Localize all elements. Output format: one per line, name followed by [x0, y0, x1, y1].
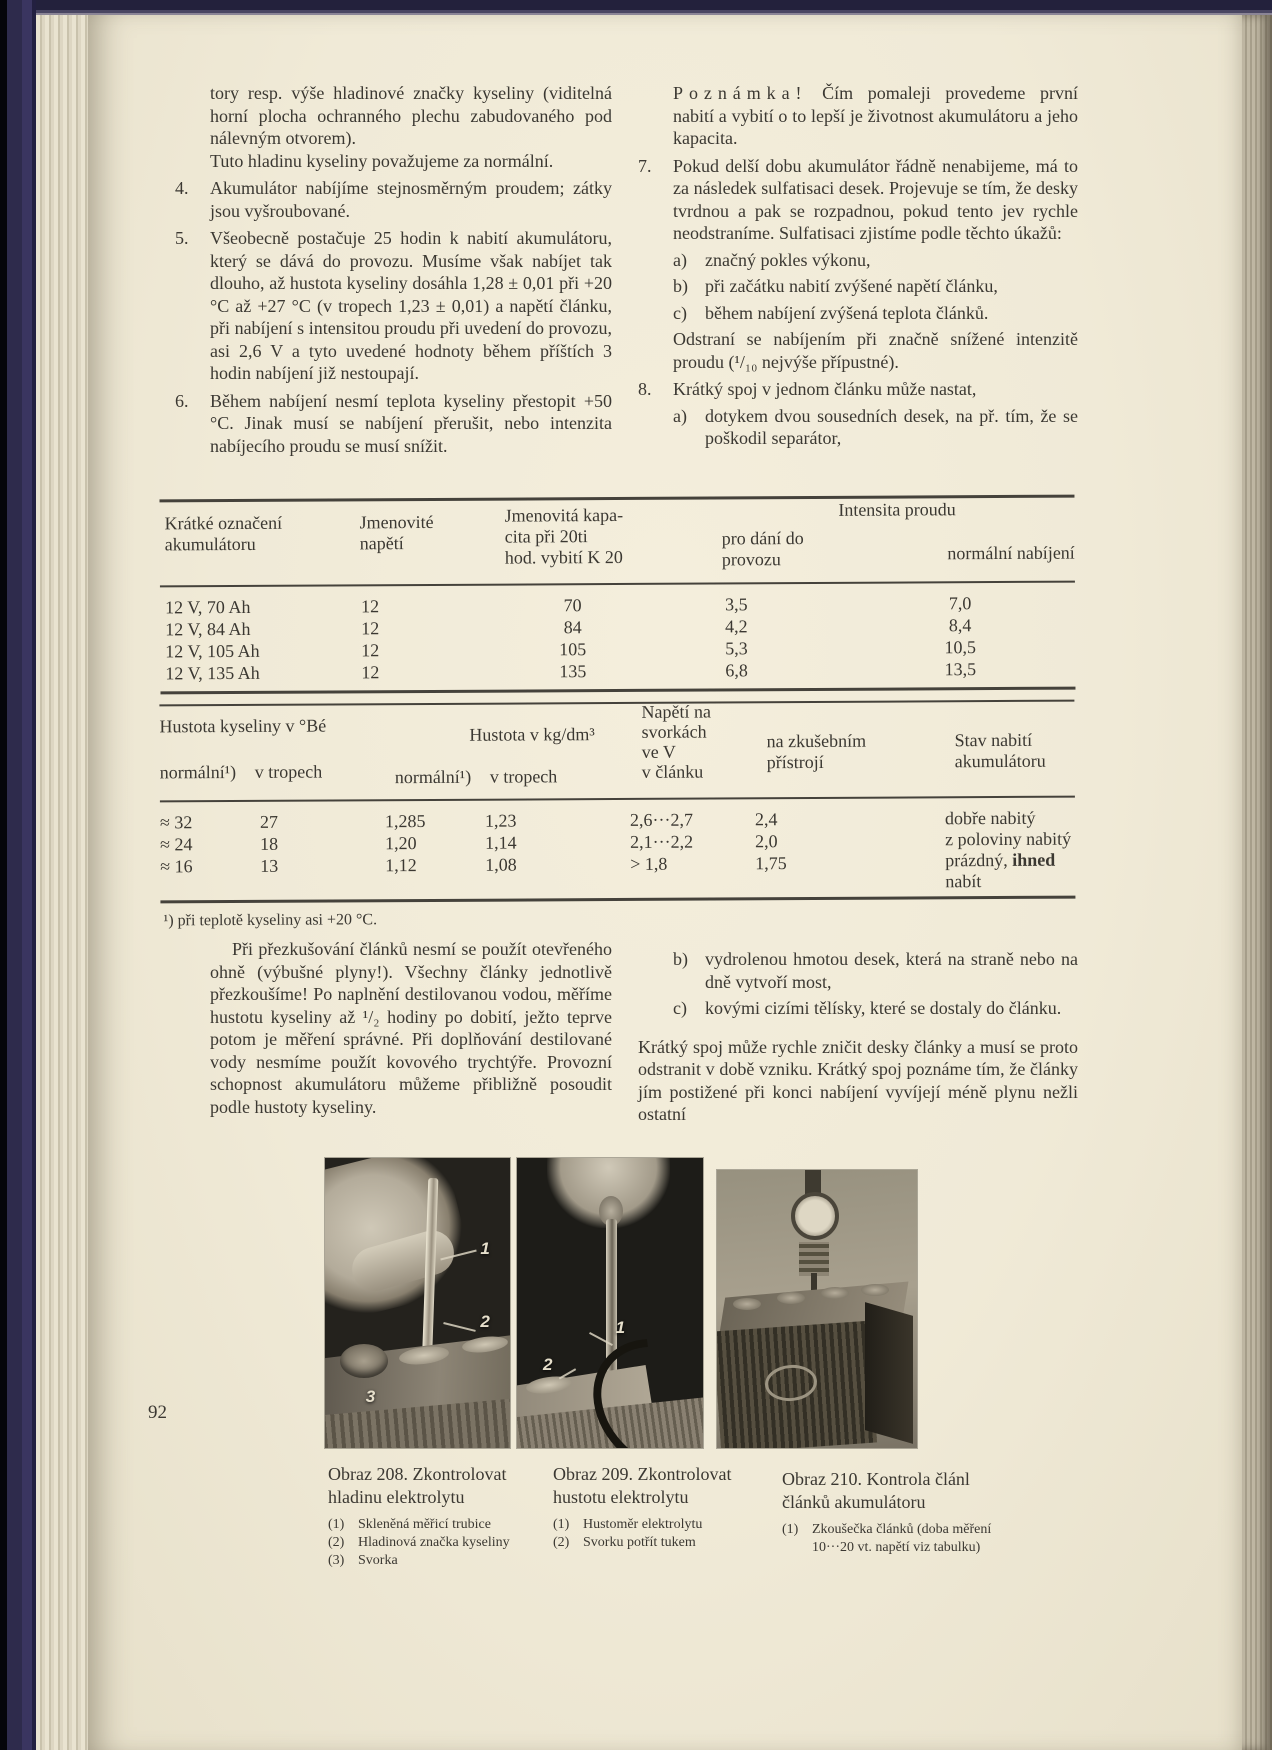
legend-text: Svorku potřít tukem	[583, 1535, 696, 1550]
table-rule	[160, 581, 1075, 588]
cell: 12 V, 84 Ah	[165, 618, 251, 640]
item-number: 4.	[175, 178, 189, 198]
item-number: 7.	[638, 155, 652, 176]
note-text: Čím pomaleji provedeme první nabití a vybití o to lepší je životnost akumulátoru a jeho kapacita.	[673, 83, 1078, 148]
legend-item	[553, 1534, 768, 1552]
photo-label-1: 1	[480, 1239, 490, 1259]
status-line: dobře nabitý	[944, 807, 1036, 829]
legend-text: Hladinová značka kyseliny	[358, 1535, 510, 1550]
item-number: 6.	[175, 390, 189, 411]
legend-number: (2)	[328, 1535, 345, 1550]
mid-right-column	[638, 944, 1078, 1126]
numbered-item-7	[638, 155, 1078, 245]
cell: 12	[360, 596, 380, 617]
sub-number: c)	[673, 302, 687, 323]
testing-paragraph: Při přezkušování článků nesmí se použít otevřeného ohně (výbušné plyny!). Všechny články jednotlivě přezkoušíme! Po naplnění destilovanou vodou, měříme hustotu kyseliny až ¹/₂ hodiny po dobití, ježto teprve potom je měření správné. Při doplňování destilované vody nesmíme použít kovového trychtýře. Provozní schopnost akumulátoru můžeme přibližně posoudit podle hustoty kyseliny.	[210, 939, 612, 1117]
battery-spec-table	[159, 495, 1075, 700]
legend-number: (1)	[328, 1517, 345, 1532]
cell: ≈ 32	[159, 812, 193, 833]
legend-number: (1)	[553, 1517, 570, 1532]
sub-number: c)	[673, 998, 687, 1018]
group-header: Intensita proudu	[838, 499, 956, 520]
paragraph-continuation: tory resp. výše hladinové značky kyseliny (viditelná horní plocha ochranného plechu zabudovaného pod nálevným otvorem).	[210, 83, 612, 148]
table-rule	[160, 687, 1075, 695]
note-label: Poznámka!	[673, 83, 808, 103]
col-header: na zkušebním přístrojí	[766, 730, 867, 773]
figure-208-caption	[328, 1463, 548, 1570]
sub-number: a)	[673, 405, 687, 426]
cell: 4,2	[725, 616, 748, 637]
legend-text: Svorka	[358, 1553, 398, 1568]
cell-cap-shape	[861, 1284, 889, 1296]
status-line: nabít	[945, 871, 982, 892]
page-stack-right-edge	[1242, 15, 1272, 1750]
sub-text: vydrolenou hmotou desek, která na straně nebo na dně vytvoří most,	[705, 949, 1078, 992]
sub-number: b)	[673, 949, 688, 969]
photo-label-3: 3	[365, 1387, 376, 1407]
caption-title: Obraz 210. Kontrola článl článků akumulátoru	[782, 1469, 970, 1512]
sub-text: během nabíjení zvýšená teplota článků.	[705, 302, 989, 323]
cell: 12 V, 105 Ah	[165, 640, 260, 662]
cell-cap-shape	[821, 1287, 849, 1299]
cell: 2,0	[755, 831, 778, 852]
numbered-item-8	[638, 378, 1078, 401]
cell: 7,0	[948, 593, 972, 614]
status-line: z poloviny nabitý	[945, 828, 1072, 850]
charge-status-cell	[945, 808, 1075, 893]
cell: 3,5	[724, 594, 748, 615]
cell: 2,4	[754, 809, 778, 830]
cell: 84	[563, 617, 582, 638]
sub-item-b	[673, 948, 1078, 993]
col-header: Stav nabití akumulátoru	[954, 729, 1046, 772]
col-header: Jmenovité napětí	[359, 511, 434, 554]
figure-210-caption	[782, 1468, 1017, 1557]
col-header: normální¹)	[159, 761, 237, 783]
tester-gauge-shape	[791, 1192, 839, 1240]
numbered-item-5	[175, 227, 612, 385]
sub-item-a	[673, 249, 1078, 272]
col-header: pro dání do provozu	[721, 528, 804, 570]
sub-text: při začátku nabití zvýšené napětí článku,	[705, 276, 998, 296]
cell: 1,14	[485, 832, 517, 853]
col-header: Jmenovitá kapa- cita při 20ti hod. vybití K 20	[504, 504, 624, 568]
cell-cap-shape	[733, 1298, 761, 1310]
leader-line	[444, 1322, 477, 1332]
col-header: normální nabíjení	[947, 542, 1075, 564]
col-header: v tropech	[254, 761, 323, 782]
figure-208-photo	[325, 1158, 510, 1448]
numbered-item-6	[175, 390, 612, 458]
figure-210-photo	[717, 1170, 917, 1448]
legend-item	[782, 1521, 1017, 1557]
book-top-edge	[36, 0, 1272, 15]
cell: 2,1···2,2	[630, 831, 694, 852]
legend-item	[328, 1534, 548, 1552]
sub-item-c	[673, 302, 1078, 325]
col-header: v tropech	[489, 766, 558, 787]
mid-left-column	[175, 938, 612, 1118]
cell: 5,3	[725, 638, 748, 659]
paragraph: Tuto hladinu kyseliny považujeme za normální.	[210, 150, 554, 171]
legend-text: Hustoměr elektrolytu	[583, 1517, 703, 1532]
figure-209-photo	[517, 1158, 703, 1448]
sub-number: b)	[673, 276, 688, 296]
col-header: Krátké označení akumulátoru	[164, 512, 283, 555]
status-line: prázdný,	[945, 849, 1013, 871]
top-left-column	[175, 82, 612, 457]
cell: 1,285	[384, 811, 426, 832]
cell: 27	[259, 811, 279, 832]
cell: 10,5	[944, 637, 977, 658]
legend-item	[328, 1552, 548, 1570]
legend-item	[553, 1516, 768, 1534]
cell: 12	[361, 662, 380, 683]
numbered-item-4	[175, 177, 612, 222]
short-circuit-paragraph: Krátký spoj může rychle zničit desky články a musí se proto odstranit v době vzniku. Krátký spoj poznáme tím, že články jím postižené při konci nabíjení vyvíjejí méně plynu nežli ostatní	[638, 1036, 1078, 1124]
col-header: normální¹)	[394, 766, 472, 788]
sub-item-c	[673, 997, 1078, 1020]
cell: ≈ 16	[160, 856, 193, 877]
top-right-column	[638, 82, 1078, 450]
cell: 1,75	[755, 853, 787, 874]
cell: 13	[260, 855, 279, 876]
item-number: 8.	[638, 379, 652, 399]
table-footnote: ¹) při teplotě kyseliny asi +20 °C.	[163, 911, 378, 930]
item-text: Akumulátor nabíjíme stejnosměrným proudem; zátky jsou vyšroubované.	[210, 178, 612, 221]
group-header: Hustota v kg/dm³	[469, 724, 595, 745]
cell: 70	[563, 595, 582, 616]
photo-label-2: 2	[543, 1355, 553, 1375]
tester-grip-shape	[799, 1242, 829, 1276]
caption-title: Obraz 208. Zkontrolovat hladinu elektrolytu	[328, 1464, 507, 1507]
page-number: 92	[148, 1402, 167, 1423]
caption-title: Obraz 209. Zkontrolovat hustotu elektrolytu	[553, 1464, 732, 1507]
item-number: 5.	[175, 228, 189, 248]
item-7-post: Odstraní se nabíjením při značně snížené intenzitě proudu (¹/₁₀ nejvýše přípustné).	[673, 329, 1078, 372]
acid-density-table	[159, 700, 1075, 935]
sub-item-b	[673, 275, 1078, 298]
cell: 2,6···2,7	[629, 809, 694, 830]
cell: 1,08	[485, 854, 517, 875]
item-text: Pokud delší dobu akumulátor řádně nenabijeme, má to za následek sulfatisaci desek. Projevuje se tím, že desky tvrdnou a pak se rozpadnou, pokud tento jev rychle neodstraníme. Sulfatisaci zjistíme podle těchto úkažů:	[673, 155, 1078, 243]
cell: ≈ 24	[160, 834, 193, 855]
cell: 1,12	[385, 855, 417, 876]
table-rule	[160, 796, 1075, 803]
cell: 1,20	[385, 833, 417, 854]
sub-text: dotykem dvou sousedních desek, na př. tím, že se poškodil separátor,	[705, 405, 1078, 448]
group-header: Hustota kyseliny v °Bé	[159, 715, 327, 737]
cell: 13,5	[944, 659, 977, 680]
cell: 8,4	[948, 615, 972, 636]
legend-text: Skleněná měřicí trubice	[358, 1517, 491, 1532]
page-stack-left-edge	[36, 15, 88, 1750]
item-text: Během nabíjení nesmí teplota kyseliny přestopit +50 °C. Jinak musí se nabíjení přerušit, nebo intenzita nabíjecího proudu se musí snížit.	[210, 390, 612, 456]
status-emphasis: ihned	[1012, 849, 1056, 870]
note-paragraph	[638, 82, 1078, 150]
legend-item	[328, 1516, 548, 1534]
sub-text: značný pokles výkonu,	[705, 249, 871, 270]
table-rows	[160, 593, 1075, 685]
legend-text: Zkoušečka článků (doba měření 10···20 vt. napětí viz tabulku)	[812, 1522, 992, 1555]
table-rows	[160, 808, 1075, 897]
photo-label-1: 1	[615, 1317, 626, 1337]
cell: 6,8	[725, 660, 748, 681]
cell: 12 V, 70 Ah	[164, 596, 251, 618]
table-rule	[160, 896, 1075, 904]
sub-text: kovými cizími tělísky, které se dostaly do článku.	[705, 998, 1062, 1018]
book-spine	[0, 0, 36, 1750]
figure-209-caption	[553, 1463, 768, 1552]
cell: 18	[260, 833, 279, 854]
item-text: Všeobecně postačuje 25 hodin k nabití akumulátoru, který se dává do provozu. Musíme však nabíjet tak dlouho, až hustota kyseliny dosáhla 1,28 ± 0,01 při +20 °C až +27 °C (v tropech 1,23 ± 0,01) a napětí článku, při nabíjení s intensitou proudu při uvedení do provozu, asi 2,6 V a tyto uvedené hodnoty během příštích 3 hodin nabíjení již nestoupají.	[210, 228, 612, 383]
cell: 12	[361, 640, 380, 661]
sub-item-a	[673, 405, 1078, 450]
cell: 105	[559, 639, 587, 660]
cell: 1,23	[484, 810, 517, 831]
cell: 12	[361, 618, 380, 639]
battery-side-shape	[865, 1302, 913, 1444]
photo-label-2: 2	[480, 1311, 490, 1331]
legend-number: (1)	[782, 1522, 799, 1537]
legend-number: (2)	[553, 1535, 570, 1550]
legend-number: (3)	[328, 1553, 345, 1568]
cell: 12 V, 135 Ah	[165, 662, 260, 684]
col-header: Napětí na svorkách ve V v článku	[641, 701, 711, 782]
sub-number: a)	[673, 249, 687, 270]
cell: 135	[559, 661, 587, 682]
cell: > 1,8	[630, 853, 668, 874]
item-text: Krátký spoj v jednom článku může nastat,	[673, 379, 977, 399]
